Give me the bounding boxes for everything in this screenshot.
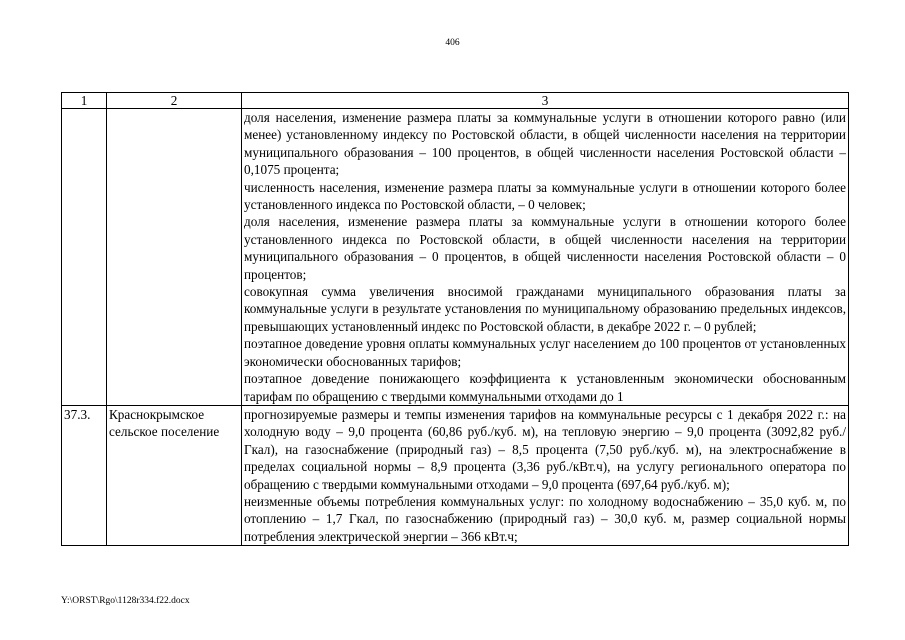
row-number: 37.3. bbox=[62, 405, 107, 545]
settlement-name bbox=[107, 405, 242, 545]
footer-file-path: Y:\ORST\Rgo\1128r334.f22.docx bbox=[61, 596, 190, 606]
indicator-paragraph: доля населения, изменение размера платы за коммунальные услуги в отношении которого равно (или менее) установленному индексу по Ростовской области, в общей численности населения на территории муниципального образования – 100 процентов, в общей численности населения Ростовской области – 0,1075 процента; bbox=[244, 110, 846, 178]
settlement-name-line: Краснокрымское bbox=[109, 406, 205, 422]
indicator-paragraph: поэтапное доведение понижающего коэффициента к установленным экономически обоснованным тарифам по обращению с твердыми коммунальными отходами до 1 bbox=[244, 371, 846, 404]
table-row bbox=[62, 405, 849, 545]
column-header-2: 2 bbox=[107, 93, 242, 109]
column-header-1: 1 bbox=[62, 93, 107, 109]
settlement-name bbox=[107, 109, 242, 406]
indicators-cell bbox=[242, 109, 849, 406]
indicator-paragraph: доля населения, изменение размера платы за коммунальные услуги в отношении которого более установленного индекса по Ростовской области, в общей численности населения на территории муниципального образования – 0 процентов, в общей численности населения Ростовской области – 0 процентов; bbox=[244, 214, 846, 282]
table-row bbox=[62, 109, 849, 406]
indicator-paragraph: прогнозируемые размеры и темпы изменения тарифов на коммунальные ресурсы с 1 декабря 2022 г.: на холодную воду – 9,0 процента (60,86 руб./куб. м), на тепловую энергию – 9,0 процента (3092,82 руб./Гкал), на газоснабжение (природный газ) – 8,5 процента (7,50 руб./куб. м), на электроснабжение в пределах социальной нормы – 8,9 процента (3,36 руб./кВт.ч), на услугу регионального оператора по обращению с твердыми коммунальными отходами – 9,0 процента (697,64 руб./куб. м); bbox=[244, 406, 846, 492]
row-number bbox=[62, 109, 107, 406]
page-number: 406 bbox=[445, 38, 460, 48]
column-header-3: 3 bbox=[242, 93, 849, 109]
settlement-name-line: сельское поселение bbox=[109, 424, 220, 440]
table-header-row bbox=[62, 93, 849, 109]
document-table bbox=[61, 92, 849, 546]
indicator-paragraph: неизменные объемы потребления коммунальных услуг: по холодному водоснабжению – 35,0 куб. м, по отоплению – 1,7 Гкал, по газоснабжению (природный газ) – 30,0 куб. м, размер социальной нормы потребления электрической энергии – 366 кВт.ч; bbox=[244, 493, 846, 544]
indicators-cell bbox=[242, 405, 849, 545]
indicator-paragraph: поэтапное доведение уровня оплаты коммунальных услуг населением до 100 процентов от установленных экономически обоснованных тарифов; bbox=[244, 336, 846, 369]
indicator-paragraph: совокупная сумма увеличения вносимой гражданами муниципального образования платы за коммунальные услуги в результате установления по муниципальному образованию предельных индексов, превышающих установленный индекс по Ростовской области, в декабре 2022 г. – 0 рублей; bbox=[244, 284, 846, 334]
indicator-paragraph: численность населения, изменение размера платы за коммунальные услуги в отношении которого более установленного индекса по Ростовской области, – 0 человек; bbox=[244, 179, 846, 213]
